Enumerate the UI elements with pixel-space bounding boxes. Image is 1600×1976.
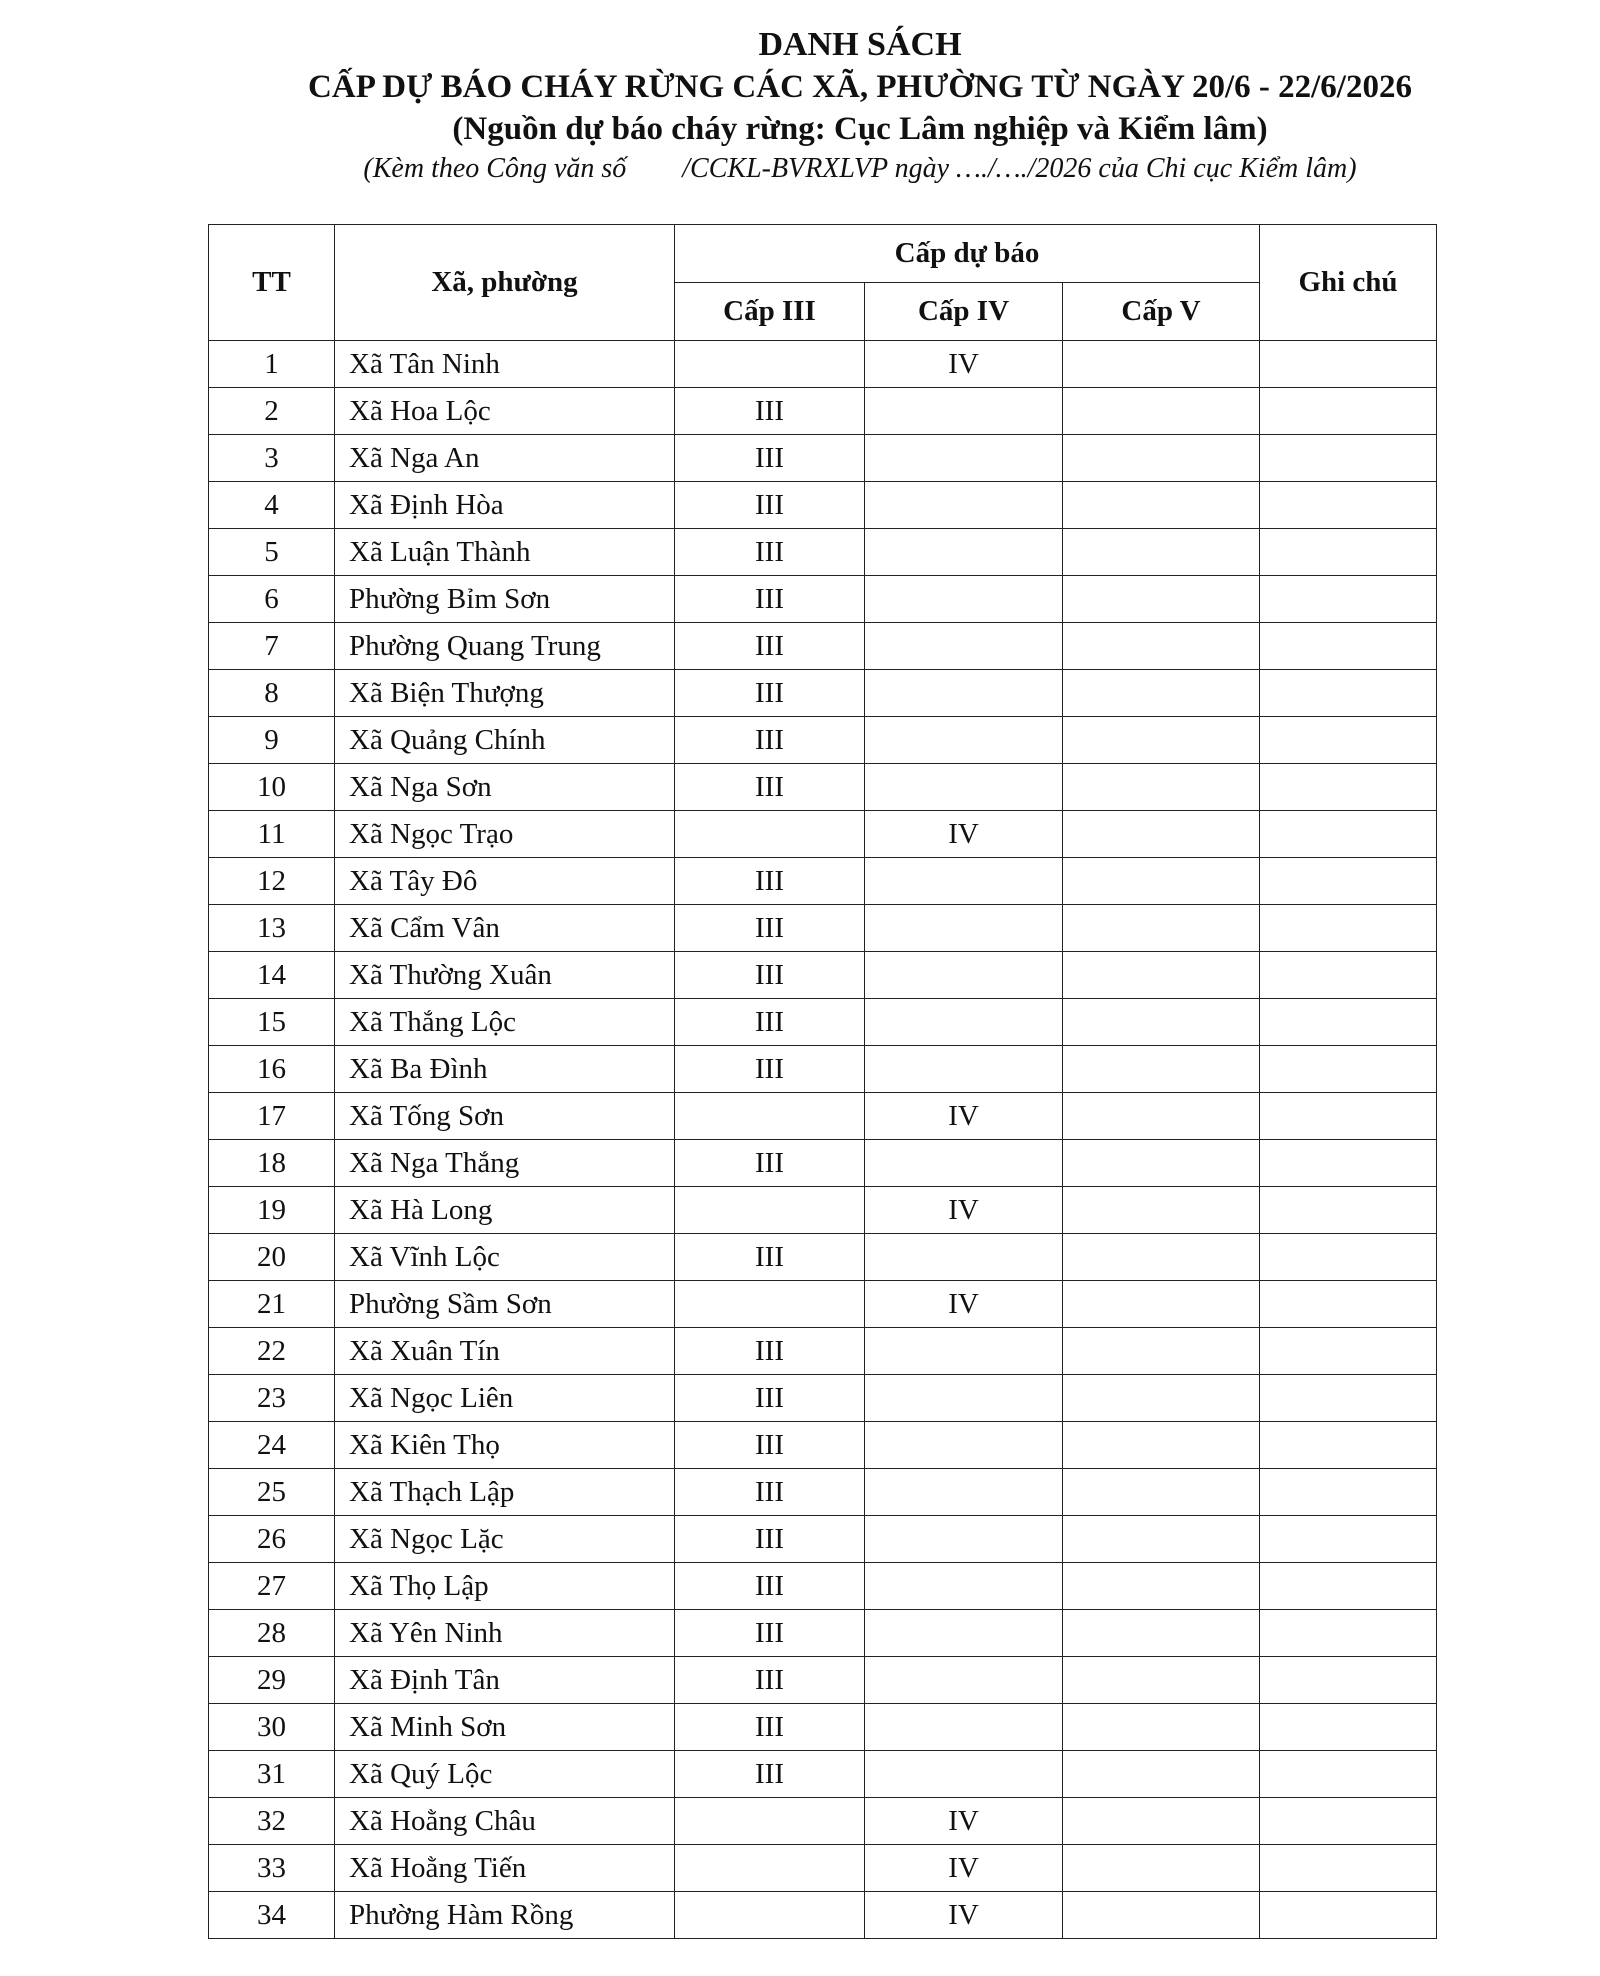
- cell-level-5: [1063, 1328, 1260, 1375]
- cell-tt: 25: [209, 1469, 335, 1516]
- cell-note: [1260, 482, 1437, 529]
- cell-note: [1260, 1187, 1437, 1234]
- cell-note: [1260, 341, 1437, 388]
- cell-level-4: IV: [865, 1093, 1063, 1140]
- table-row: [209, 1328, 1437, 1375]
- table-row: [209, 1563, 1437, 1610]
- cell-level-3: III: [675, 670, 865, 717]
- cell-level-5: [1063, 670, 1260, 717]
- cell-level-4: IV: [865, 811, 1063, 858]
- cell-name: Xã Kiên Thọ: [335, 1422, 675, 1469]
- cell-tt: 15: [209, 999, 335, 1046]
- cell-name: Xã Tây Đô: [335, 858, 675, 905]
- cell-tt: 8: [209, 670, 335, 717]
- cell-note: [1260, 1469, 1437, 1516]
- cell-name: Xã Quý Lộc: [335, 1751, 675, 1798]
- cell-tt: 16: [209, 1046, 335, 1093]
- cell-note: [1260, 1563, 1437, 1610]
- cell-level-4: IV: [865, 341, 1063, 388]
- cell-level-4: IV: [865, 1892, 1063, 1939]
- cell-level-3: [675, 341, 865, 388]
- cell-tt: 29: [209, 1657, 335, 1704]
- cell-tt: 13: [209, 905, 335, 952]
- cell-level-3: III: [675, 1563, 865, 1610]
- cell-name: Xã Yên Ninh: [335, 1610, 675, 1657]
- cell-tt: 34: [209, 1892, 335, 1939]
- cell-tt: 33: [209, 1845, 335, 1892]
- cell-tt: 27: [209, 1563, 335, 1610]
- cell-level-3: [675, 1798, 865, 1845]
- cell-level-4: [865, 1375, 1063, 1422]
- cell-level-4: [865, 1046, 1063, 1093]
- table-row: [209, 1704, 1437, 1751]
- table-row: [209, 1892, 1437, 1939]
- cell-level-3: III: [675, 1751, 865, 1798]
- cell-name: Xã Thọ Lập: [335, 1563, 675, 1610]
- cell-name: Xã Luận Thành: [335, 529, 675, 576]
- cell-tt: 22: [209, 1328, 335, 1375]
- forecast-source: (Nguồn dự báo cháy rừng: Cục Lâm nghiệp và Kiểm lâm): [452, 111, 1268, 147]
- cell-level-4: [865, 999, 1063, 1046]
- cell-level-5: [1063, 1798, 1260, 1845]
- cell-tt: 31: [209, 1751, 335, 1798]
- cell-level-5: [1063, 1845, 1260, 1892]
- cell-name: Xã Ngọc Lặc: [335, 1516, 675, 1563]
- cell-name: Phường Hàm Rồng: [335, 1892, 675, 1939]
- table-row: [209, 1751, 1437, 1798]
- cell-tt: 3: [209, 435, 335, 482]
- cell-level-4: [865, 952, 1063, 999]
- cell-note: [1260, 999, 1437, 1046]
- cell-level-5: [1063, 1751, 1260, 1798]
- cell-note: [1260, 1657, 1437, 1704]
- cell-note: [1260, 1704, 1437, 1751]
- cell-name: Xã Tân Ninh: [335, 341, 675, 388]
- cell-note: [1260, 1892, 1437, 1939]
- cell-level-5: [1063, 1375, 1260, 1422]
- cell-name: Xã Hà Long: [335, 1187, 675, 1234]
- table-row: [209, 1516, 1437, 1563]
- cell-level-4: [865, 1234, 1063, 1281]
- cell-name: Xã Biện Thượng: [335, 670, 675, 717]
- cell-note: [1260, 388, 1437, 435]
- cell-level-4: [865, 764, 1063, 811]
- cell-level-3: III: [675, 623, 865, 670]
- table-row: [209, 1234, 1437, 1281]
- cell-level-5: [1063, 905, 1260, 952]
- table-row: [209, 858, 1437, 905]
- cell-level-5: [1063, 1140, 1260, 1187]
- cell-level-4: IV: [865, 1281, 1063, 1328]
- cell-level-5: [1063, 1704, 1260, 1751]
- cell-tt: 14: [209, 952, 335, 999]
- table-row: [209, 482, 1437, 529]
- forecast-table: [208, 224, 1437, 1939]
- cell-level-3: III: [675, 717, 865, 764]
- cell-level-5: [1063, 999, 1260, 1046]
- table-row: [209, 1187, 1437, 1234]
- cell-note: [1260, 1234, 1437, 1281]
- header-level-4: Cấp IV: [865, 283, 1063, 341]
- cell-note: [1260, 764, 1437, 811]
- cell-level-4: [865, 858, 1063, 905]
- cell-level-3: [675, 1281, 865, 1328]
- cell-tt: 32: [209, 1798, 335, 1845]
- cell-note: [1260, 529, 1437, 576]
- cell-level-3: [675, 1187, 865, 1234]
- table-row: [209, 1845, 1437, 1892]
- cell-level-3: III: [675, 388, 865, 435]
- cell-level-3: III: [675, 576, 865, 623]
- cell-tt: 5: [209, 529, 335, 576]
- cell-level-5: [1063, 1093, 1260, 1140]
- cell-level-3: III: [675, 1046, 865, 1093]
- cell-level-5: [1063, 482, 1260, 529]
- cell-note: [1260, 858, 1437, 905]
- cell-note: [1260, 435, 1437, 482]
- cell-name: Xã Nga Thắng: [335, 1140, 675, 1187]
- cell-level-5: [1063, 952, 1260, 999]
- cell-level-5: [1063, 717, 1260, 764]
- cell-note: [1260, 576, 1437, 623]
- cell-level-5: [1063, 1516, 1260, 1563]
- cell-level-4: [865, 1751, 1063, 1798]
- cell-tt: 19: [209, 1187, 335, 1234]
- cell-name: Xã Tống Sơn: [335, 1093, 675, 1140]
- cell-level-4: [865, 1140, 1063, 1187]
- table-row: [209, 811, 1437, 858]
- cell-note: [1260, 1281, 1437, 1328]
- cell-level-5: [1063, 1892, 1260, 1939]
- cell-name: Xã Nga An: [335, 435, 675, 482]
- cell-tt: 24: [209, 1422, 335, 1469]
- cell-tt: 4: [209, 482, 335, 529]
- cell-level-4: [865, 1328, 1063, 1375]
- table-row: [209, 1093, 1437, 1140]
- cell-level-4: [865, 1563, 1063, 1610]
- cell-level-4: [865, 717, 1063, 764]
- cell-level-3: III: [675, 1328, 865, 1375]
- header-level-3: Cấp III: [675, 283, 865, 341]
- table-row: [209, 1281, 1437, 1328]
- cell-level-3: III: [675, 905, 865, 952]
- table-body: [209, 341, 1437, 1939]
- document-title: DANH SÁCH: [758, 26, 962, 63]
- header-forecast-group: Cấp dự báo: [675, 225, 1260, 283]
- cell-level-5: [1063, 1187, 1260, 1234]
- cell-name: Xã Xuân Tín: [335, 1328, 675, 1375]
- cell-level-4: [865, 1657, 1063, 1704]
- header-name: Xã, phường: [335, 225, 675, 341]
- cell-level-3: III: [675, 1422, 865, 1469]
- cell-tt: 17: [209, 1093, 335, 1140]
- table-row: [209, 1657, 1437, 1704]
- table-row: [209, 670, 1437, 717]
- attachment-note: (Kèm theo Công văn số /CCKL-BVRXLVP ngày …./…./2026 của Chi cục Kiểm lâm): [363, 153, 1357, 184]
- cell-level-4: [865, 1422, 1063, 1469]
- document-subtitle: CẤP DỰ BÁO CHÁY RỪNG CÁC XÃ, PHƯỜNG TỪ NGÀY 20/6 - 22/6/2026: [308, 69, 1412, 105]
- cell-tt: 9: [209, 717, 335, 764]
- cell-name: Xã Ngọc Liên: [335, 1375, 675, 1422]
- cell-level-3: III: [675, 858, 865, 905]
- cell-level-4: [865, 576, 1063, 623]
- cell-note: [1260, 1328, 1437, 1375]
- table-row: [209, 905, 1437, 952]
- cell-name: Xã Thắng Lộc: [335, 999, 675, 1046]
- header-tt: TT: [209, 225, 335, 341]
- cell-level-3: [675, 1892, 865, 1939]
- cell-level-4: [865, 435, 1063, 482]
- cell-tt: 2: [209, 388, 335, 435]
- cell-level-5: [1063, 1422, 1260, 1469]
- cell-tt: 21: [209, 1281, 335, 1328]
- cell-note: [1260, 1516, 1437, 1563]
- cell-note: [1260, 1140, 1437, 1187]
- cell-level-5: [1063, 623, 1260, 670]
- cell-name: Xã Thường Xuân: [335, 952, 675, 999]
- table-row: [209, 435, 1437, 482]
- cell-level-3: [675, 1845, 865, 1892]
- cell-level-3: III: [675, 1704, 865, 1751]
- cell-level-5: [1063, 811, 1260, 858]
- cell-level-5: [1063, 576, 1260, 623]
- cell-name: Xã Quảng Chính: [335, 717, 675, 764]
- cell-note: [1260, 670, 1437, 717]
- cell-level-3: [675, 811, 865, 858]
- cell-level-3: III: [675, 1610, 865, 1657]
- cell-level-5: [1063, 388, 1260, 435]
- cell-name: Xã Minh Sơn: [335, 1704, 675, 1751]
- cell-tt: 26: [209, 1516, 335, 1563]
- cell-note: [1260, 1046, 1437, 1093]
- cell-level-3: III: [675, 1469, 865, 1516]
- cell-name: Xã Định Tân: [335, 1657, 675, 1704]
- cell-level-4: [865, 1704, 1063, 1751]
- cell-level-3: III: [675, 1234, 865, 1281]
- cell-level-4: IV: [865, 1187, 1063, 1234]
- cell-level-5: [1063, 341, 1260, 388]
- cell-tt: 7: [209, 623, 335, 670]
- table-row: [209, 341, 1437, 388]
- cell-level-3: III: [675, 435, 865, 482]
- cell-note: [1260, 717, 1437, 764]
- cell-level-3: III: [675, 1516, 865, 1563]
- cell-level-4: [865, 1516, 1063, 1563]
- table-row: [209, 1469, 1437, 1516]
- cell-level-3: III: [675, 482, 865, 529]
- cell-tt: 18: [209, 1140, 335, 1187]
- cell-level-3: III: [675, 952, 865, 999]
- table-header: [209, 225, 1437, 341]
- cell-level-5: [1063, 1234, 1260, 1281]
- cell-level-3: III: [675, 999, 865, 1046]
- cell-note: [1260, 1845, 1437, 1892]
- cell-tt: 10: [209, 764, 335, 811]
- cell-name: Xã Cẩm Vân: [335, 905, 675, 952]
- table-row: [209, 1046, 1437, 1093]
- cell-level-4: [865, 482, 1063, 529]
- table-row: [209, 1798, 1437, 1845]
- cell-level-3: III: [675, 529, 865, 576]
- cell-level-5: [1063, 858, 1260, 905]
- cell-level-4: [865, 1610, 1063, 1657]
- cell-level-5: [1063, 435, 1260, 482]
- cell-level-4: [865, 905, 1063, 952]
- cell-level-4: [865, 1469, 1063, 1516]
- table-row: [209, 388, 1437, 435]
- cell-tt: 11: [209, 811, 335, 858]
- cell-level-3: III: [675, 1140, 865, 1187]
- table-row: [209, 1140, 1437, 1187]
- cell-level-5: [1063, 1281, 1260, 1328]
- cell-tt: 28: [209, 1610, 335, 1657]
- table-row: [209, 1610, 1437, 1657]
- table-row: [209, 1422, 1437, 1469]
- cell-note: [1260, 905, 1437, 952]
- cell-level-4: [865, 623, 1063, 670]
- cell-tt: 30: [209, 1704, 335, 1751]
- cell-name: Xã Hoằng Tiến: [335, 1845, 675, 1892]
- cell-level-3: [675, 1093, 865, 1140]
- header-level-5: Cấp V: [1063, 283, 1260, 341]
- cell-note: [1260, 623, 1437, 670]
- table-row: [209, 952, 1437, 999]
- cell-level-5: [1063, 764, 1260, 811]
- cell-name: Xã Ngọc Trạo: [335, 811, 675, 858]
- cell-level-5: [1063, 1046, 1260, 1093]
- cell-level-4: IV: [865, 1845, 1063, 1892]
- cell-tt: 23: [209, 1375, 335, 1422]
- cell-name: Xã Hoằng Châu: [335, 1798, 675, 1845]
- cell-name: Xã Nga Sơn: [335, 764, 675, 811]
- cell-level-5: [1063, 1469, 1260, 1516]
- cell-level-3: III: [675, 1657, 865, 1704]
- cell-note: [1260, 952, 1437, 999]
- cell-level-4: [865, 388, 1063, 435]
- table-row: [209, 764, 1437, 811]
- document-header: [0, 24, 1600, 188]
- table-row: [209, 717, 1437, 764]
- cell-level-4: IV: [865, 1798, 1063, 1845]
- header-note: Ghi chú: [1260, 225, 1437, 341]
- cell-name: Phường Quang Trung: [335, 623, 675, 670]
- cell-level-4: [865, 670, 1063, 717]
- table-row: [209, 576, 1437, 623]
- cell-name: Phường Bỉm Sơn: [335, 576, 675, 623]
- cell-note: [1260, 811, 1437, 858]
- cell-note: [1260, 1422, 1437, 1469]
- cell-level-4: [865, 529, 1063, 576]
- cell-level-5: [1063, 1657, 1260, 1704]
- cell-level-5: [1063, 529, 1260, 576]
- cell-note: [1260, 1798, 1437, 1845]
- cell-note: [1260, 1751, 1437, 1798]
- cell-level-5: [1063, 1563, 1260, 1610]
- table-row: [209, 999, 1437, 1046]
- table-row: [209, 1375, 1437, 1422]
- cell-tt: 20: [209, 1234, 335, 1281]
- cell-name: Xã Hoa Lộc: [335, 388, 675, 435]
- cell-name: Phường Sầm Sơn: [335, 1281, 675, 1328]
- cell-note: [1260, 1375, 1437, 1422]
- cell-tt: 6: [209, 576, 335, 623]
- cell-name: Xã Thạch Lập: [335, 1469, 675, 1516]
- cell-note: [1260, 1610, 1437, 1657]
- cell-note: [1260, 1093, 1437, 1140]
- cell-name: Xã Định Hòa: [335, 482, 675, 529]
- table-row: [209, 623, 1437, 670]
- cell-name: Xã Ba Đình: [335, 1046, 675, 1093]
- cell-level-3: III: [675, 764, 865, 811]
- cell-tt: 1: [209, 341, 335, 388]
- cell-level-5: [1063, 1610, 1260, 1657]
- cell-level-3: III: [675, 1375, 865, 1422]
- cell-name: Xã Vĩnh Lộc: [335, 1234, 675, 1281]
- table-row: [209, 529, 1437, 576]
- cell-tt: 12: [209, 858, 335, 905]
